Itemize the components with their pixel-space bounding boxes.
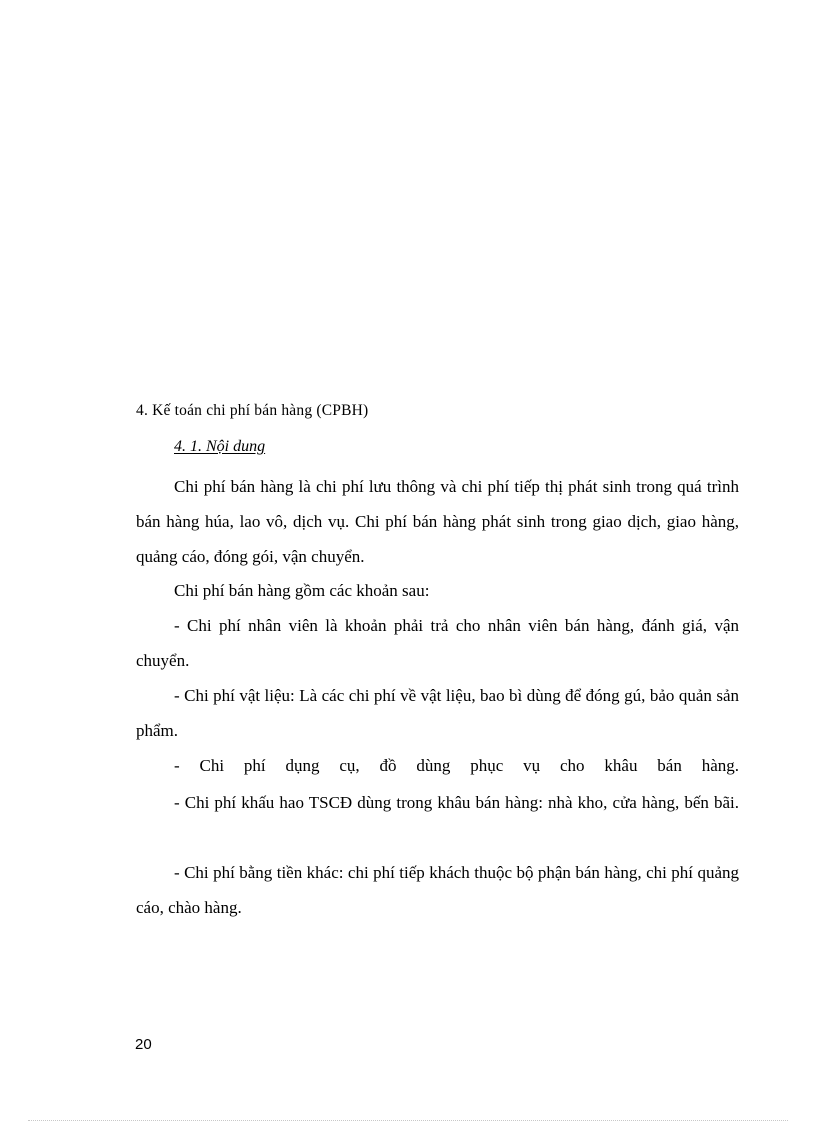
list-item-other-cash-cost: - Chi phí bằng tiền khác: chi phí tiếp khách thuộc bộ phận bán hàng, chi phí quảng cáo, chào hàng. — [136, 863, 739, 917]
paragraph-definition: Chi phí bán hàng là chi phí lưu thông và chi phí tiếp thị phát sinh trong quá trình bán hàng húa, lao vô, dịch vụ. Chi phí bán hàng phát sinh trong giao dịch, giao hàng, quảng cáo, đóng gói, vận chuyển. — [136, 477, 739, 566]
list-item-material-cost: - Chi phí vật liệu: Là các chi phí về vật liệu, bao bì dùng để đóng gú, bảo quản sản phẩm. — [136, 686, 739, 740]
subsection-heading: 4. 1. Nội dung — [174, 438, 266, 455]
list-item-depreciation-cost: - Chi phí khấu hao TSCĐ dùng trong khâu bán hàng: nhà kho, cửa hàng, bến bãi. — [174, 793, 739, 812]
footer-divider — [28, 1120, 788, 1121]
list-item-staff-cost: - Chi phí nhân viên là khoản phải trả cho nhân viên bán hàng, đánh giá, vận chuyển. — [136, 616, 739, 670]
list-item-tools-cost: - Chi phí dụng cụ, đồ dùng phục vụ cho khâu bán hàng. — [174, 756, 739, 775]
paragraph-list-intro: Chi phí bán hàng gồm các khoản sau: — [174, 581, 430, 600]
section-heading: 4. Kế toán chi phí bán hàng (CPBH) — [136, 402, 369, 419]
page-number: 20 — [135, 1036, 152, 1053]
